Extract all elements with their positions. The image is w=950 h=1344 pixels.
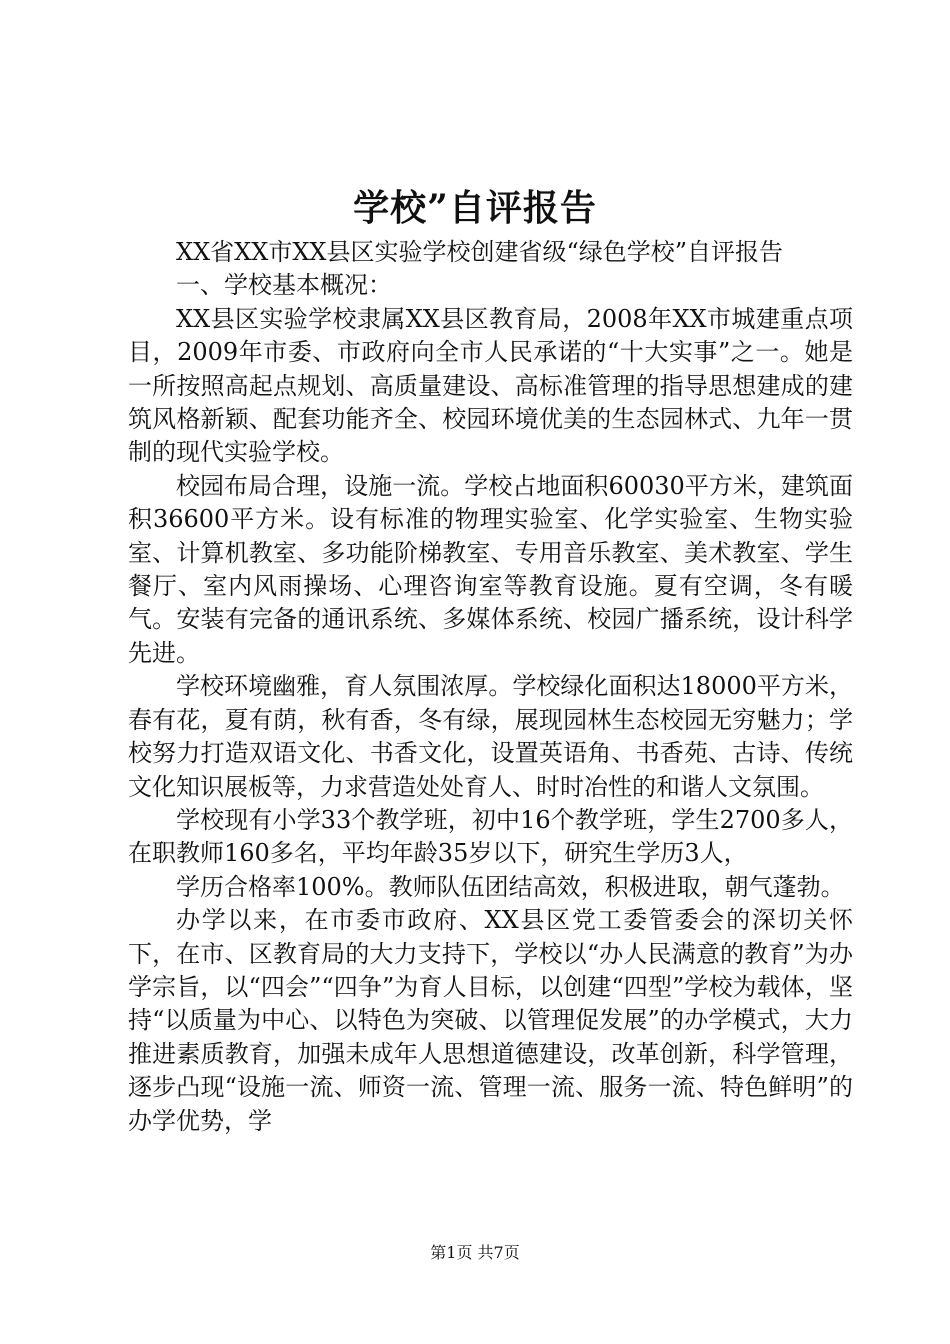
paragraph-campus-environment: 学校环境幽雅，育人氛围浓厚。学校绿化面积达18000平方米，春有花，夏有荫，秋有香，冬有绿，展现园林生态校园无穷魅力；学校努力打造双语文化、书香文化，设置英语角、书香苑、古诗、传统文化知识展板等，力求营造处处育人、时时冶性的和谐人文氛围。 <box>128 672 853 801</box>
document-body <box>128 236 853 1138</box>
paragraph-teacher-qualification: 学历合格率100%。教师队伍团结高效，积极进取，朝气蓬勃。 <box>176 872 845 901</box>
paragraph-subtitle: XX省XX市XX县区实验学校创建省级“绿色学校”自评报告 <box>176 238 784 266</box>
paragraph-school-development: 办学以来，在市委市政府、XX县区党工委管委会的深切关怀下，在市、区教育局的大力支持下，学校以“办人民满意的教育”为办学宗旨，以“四会”“四争”为育人目标，以创建“四型”学校为载体，坚持“以质量为中心、以特色为突破、以管理促发展”的办学模式，大力推进素质教育，加强未成年人思想道德建设，改革创新，科学管理，逐步凸现“设施一流、师资一流、管理一流、服务一流、特色鲜明”的办学优势，学 <box>128 906 853 1135</box>
page-footer: 第1页 共7页 <box>430 1243 520 1262</box>
document-title: 学校”自评报告 <box>353 187 597 229</box>
paragraph-classes-staff: 学校现有小学33个教学班，初中16个教学班，学生2700多人，在职教师160多名，平均年龄35岁以下，研究生学历3人， <box>128 805 853 868</box>
paragraph-section-heading: 一、学校基本概况： <box>176 271 392 300</box>
paragraph-campus-layout: 校园布局合理，设施一流。学校占地面积60030平方米，建筑面积36600平方米。设有标准的物理实验室、化学实验室、生物实验室、计算机教室、多功能阶梯教室、专用音乐教室、美术教室、学生餐厅、室内风雨操场、心理咨询室等教育设施。夏有空调，冬有暖气。安装有完备的通讯系统、多媒体系统、校园广播系统，设计科学先进。 <box>128 471 853 667</box>
paragraph-school-intro: XX县区实验学校隶属XX县区教育局，2008年XX市城建重点项目，2009年市委、市政府向全市人民承诺的“十大实事”之一。她是一所按照高起点规划、高质量建设、高标准管理的指导思想建成的建筑风格新颖、配套功能齐全、校园环境优美的生态园林式、九年一贯制的现代实验学校。 <box>128 304 853 467</box>
